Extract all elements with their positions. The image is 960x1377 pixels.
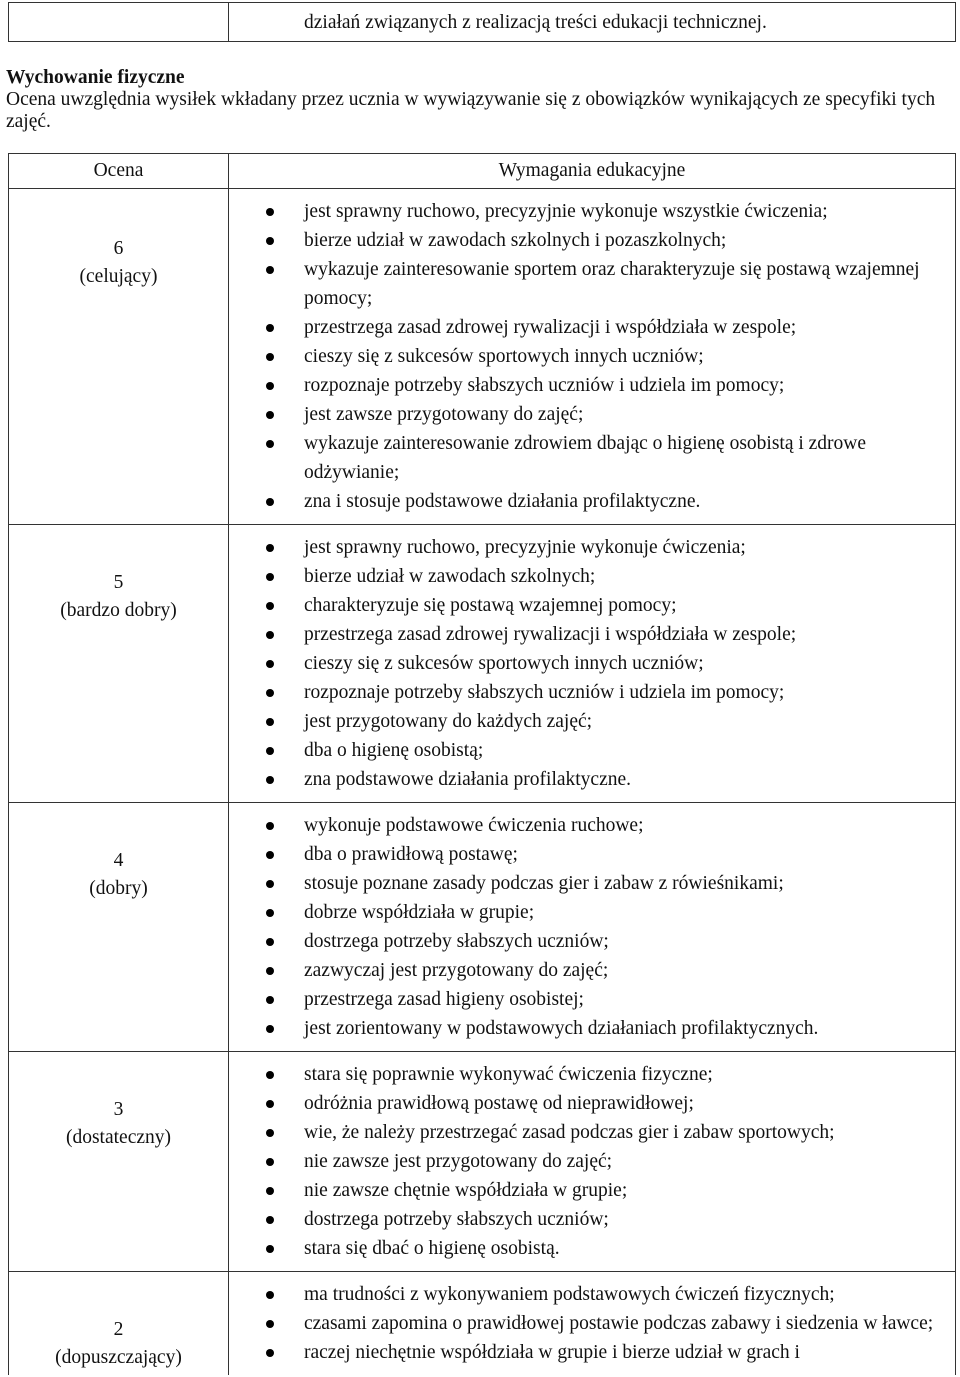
empty-grade-cell: [9, 3, 229, 42]
requirement-item: wykazuje zainteresowanie zdrowiem dbając o higienę osobistą i zdrowe odżywianie;: [229, 429, 949, 487]
header-grade: Ocena: [9, 154, 229, 189]
requirement-item: przestrzega zasad zdrowej rywalizacji i współdziała w zespole;: [229, 620, 949, 649]
grade-number: 4: [113, 850, 124, 871]
requirement-item: dostrzega potrzeby słabszych uczniów;: [229, 1205, 949, 1234]
requirements-cell: [229, 189, 956, 525]
requirement-item: zna i stosuje podstawowe działania profilaktyczne.: [229, 487, 949, 516]
grade-cell: [9, 1052, 229, 1272]
grade-label: (dostateczny): [65, 1127, 172, 1148]
requirement-item: rozpoznaje potrzeby słabszych uczniów i udziela im pomocy;: [229, 371, 949, 400]
table-row: [9, 189, 956, 525]
requirement-item: dobrze współdziała w grupie;: [229, 898, 949, 927]
requirement-item: przestrzega zasad zdrowej rywalizacji i współdziała w zespole;: [229, 313, 949, 342]
requirement-item: dba o prawidłową postawę;: [229, 840, 949, 869]
requirement-item: cieszy się z sukcesów sportowych innych uczniów;: [229, 342, 949, 371]
requirement-item: zazwyczaj jest przygotowany do zajęć;: [229, 956, 949, 985]
requirements-list: [229, 1280, 949, 1367]
requirements-cell: [229, 525, 956, 803]
requirement-item: zna podstawowe działania profilaktyczne.: [229, 765, 949, 794]
grade-cell: [9, 1272, 229, 1376]
requirement-item: wykazuje zainteresowanie sportem oraz charakteryzuje się postawą wzajemnej pomocy;: [229, 255, 949, 313]
requirements-list: [229, 197, 949, 516]
requirement-item: bierze udział w zawodach szkolnych i pozaszkolnych;: [229, 226, 949, 255]
requirements-cell: [229, 1272, 956, 1376]
requirement-item: charakteryzuje się postawą wzajemnej pomocy;: [229, 591, 949, 620]
section-intro: Ocena uwzględnia wysiłek wkładany przez ucznia w wywiązywanie się z obowiązków wynikających ze specyfiki tych zajęć.: [6, 89, 936, 132]
continued-requirement-text: działań związanych z realizacją treści edukacji technicznej.: [229, 3, 956, 42]
requirement-item: przestrzega zasad higieny osobistej;: [229, 985, 949, 1014]
grades-table: [8, 153, 956, 1375]
header-requirements: Wymagania edukacyjne: [229, 154, 956, 189]
requirement-item: jest zorientowany w podstawowych działaniach profilaktycznych.: [229, 1014, 949, 1043]
requirement-item: raczej niechętnie współdziała w grupie i bierze udział w grach i: [229, 1338, 949, 1367]
requirement-item: stara się poprawnie wykonywać ćwiczenia fizyczne;: [229, 1060, 949, 1089]
grade-cell: [9, 525, 229, 803]
table-row: [9, 1272, 956, 1376]
requirement-item: stosuje poznane zasady podczas gier i zabaw z rówieśnikami;: [229, 869, 949, 898]
table-row: [9, 1052, 956, 1272]
grade-number: 5: [113, 572, 124, 593]
requirement-item: jest zawsze przygotowany do zajęć;: [229, 400, 949, 429]
grade-label: (dopuszczający): [55, 1347, 182, 1368]
requirement-item: jest sprawny ruchowo, precyzyjnie wykonuje wszystkie ćwiczenia;: [229, 197, 949, 226]
requirement-item: czasami zapomina o prawidłowej postawie podczas zabawy i siedzenia w ławce;: [229, 1309, 949, 1338]
table-row: [9, 803, 956, 1052]
requirements-cell: [229, 803, 956, 1052]
requirement-item: cieszy się z sukcesów sportowych innych uczniów;: [229, 649, 949, 678]
requirement-item: nie zawsze jest przygotowany do zajęć;: [229, 1147, 949, 1176]
requirements-list: [229, 1060, 949, 1263]
requirement-item: bierze udział w zawodach szkolnych;: [229, 562, 949, 591]
requirement-item: ma trudności z wykonywaniem podstawowych ćwiczeń fizycznych;: [229, 1280, 949, 1309]
grade-label: (celujący): [79, 266, 158, 287]
grade-cell: [9, 189, 229, 525]
requirement-item: dostrzega potrzeby słabszych uczniów;: [229, 927, 949, 956]
section-heading: [6, 67, 946, 133]
requirement-item: stara się dbać o higienę osobistą.: [229, 1234, 949, 1263]
continued-table-row: [8, 2, 956, 42]
requirement-item: jest przygotowany do każdych zajęć;: [229, 707, 949, 736]
requirement-item: odróżnia prawidłową postawę od nieprawidłowej;: [229, 1089, 949, 1118]
grade-number: 6: [113, 238, 124, 259]
requirement-item: rozpoznaje potrzeby słabszych uczniów i udziela im pomocy;: [229, 678, 949, 707]
grade-cell: [9, 803, 229, 1052]
requirement-item: wie, że należy przestrzegać zasad podczas gier i zabaw sportowych;: [229, 1118, 949, 1147]
grade-number: 3: [113, 1099, 124, 1120]
requirement-item: nie zawsze chętnie współdziała w grupie;: [229, 1176, 949, 1205]
requirement-item: dba o higienę osobistą;: [229, 736, 949, 765]
grade-label: (bardzo dobry): [60, 600, 177, 621]
section-title: Wychowanie fizyczne: [6, 67, 185, 88]
table-row: [9, 525, 956, 803]
requirement-item: jest sprawny ruchowo, precyzyjnie wykonuje ćwiczenia;: [229, 533, 949, 562]
requirements-list: [229, 533, 949, 794]
table-header-row: [9, 154, 956, 189]
requirements-list: [229, 811, 949, 1043]
grade-label: (dobry): [89, 878, 148, 899]
requirements-cell: [229, 1052, 956, 1272]
requirement-item: wykonuje podstawowe ćwiczenia ruchowe;: [229, 811, 949, 840]
grade-number: 2: [113, 1319, 124, 1340]
